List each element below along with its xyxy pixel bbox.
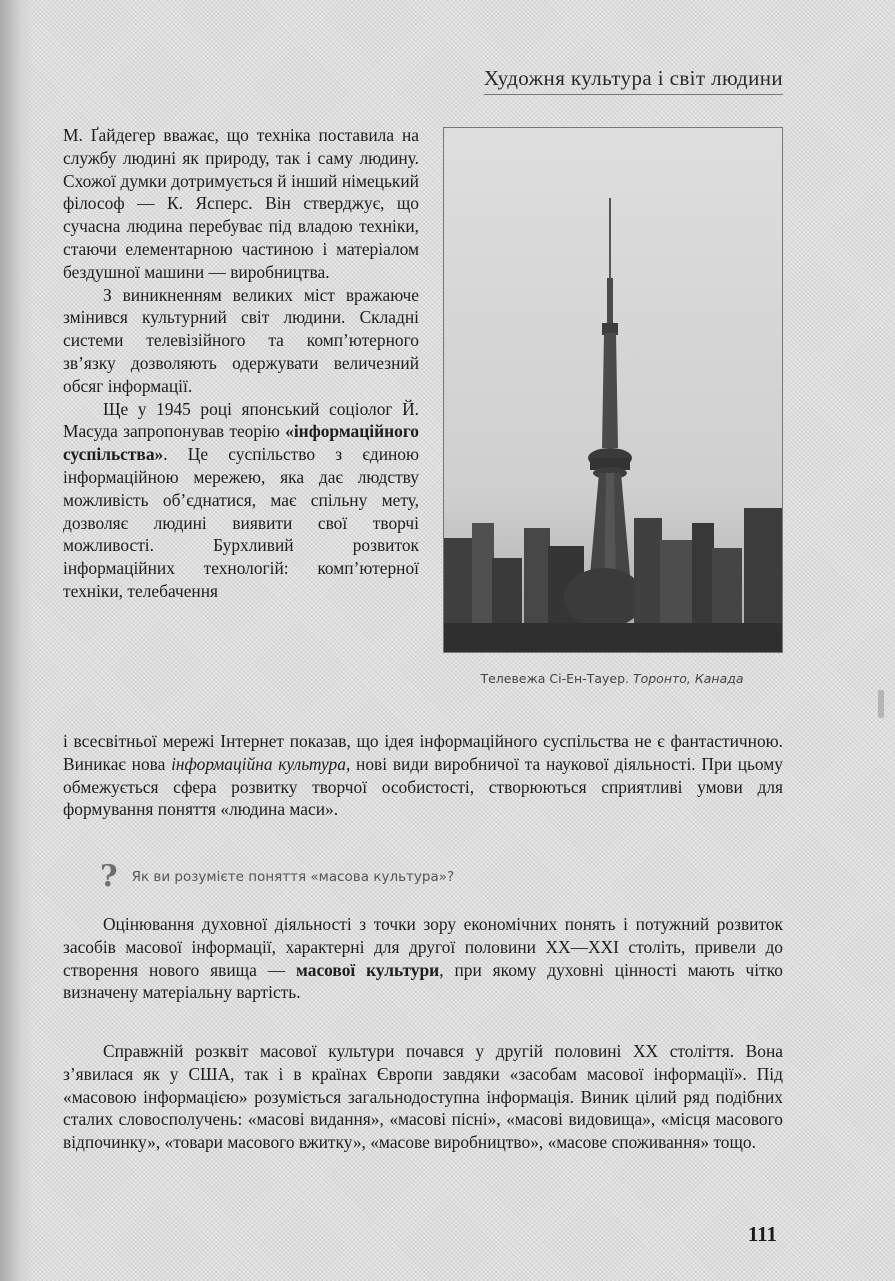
paragraph-big-cities: З виникненням великих міст вражаюче змінився культурний світ людини. Складні системи телевізійного та комп’ютерного зв’язку дозволяють одержувати величезний обсяг інформації. [63,284,419,396]
information-society-term: «інформаційного суспільства» [63,421,419,465]
mass-culture-end: , при якому духовні цінності мають чітко визначену матеріальну вартість. [63,959,783,1003]
continuation-end: , нові види виробничої та наукової діяльності. При цьому обмежується сфера розвитку творчої особистості, створюються сприятливі умови для формування поняття «людина маси». [63,753,783,820]
question-block [100,859,455,894]
running-title: Художня культура і світ людини [484,66,783,95]
paragraph-masuda [63,398,419,603]
caption-name: Телевежа Сі-Ен-Тауер. [480,671,629,686]
question-mark-icon: ? [100,859,118,894]
cn-tower-photo [443,127,783,653]
scan-mark [878,690,884,718]
continuation-start: і всесвітньої мережі Інтернет показав, що ідея інформаційного суспільства не є фантастичною. Виникає нова [63,731,783,774]
paragraph-flourish: Справжній розквіт масової культури почався у другій половині XX століття. Вона з’явилася як у США, так і в країнах Європи завдяки «засобам масової інформації». Під «масовою інформацією» розуміється загальнодоступна інформація. Виник цілий ряд подібних сталих словосполучень: «масові видання», «масові пісні», «масові видовища», «місця масового відпочинку», «товари масового вжитку», «масове виробництво», «масове споживання» тощо. [63,1041,783,1153]
page-edge-shadow [0,0,34,1281]
paragraph-heidegger: М. Ґайдегер вважає, що техніка поставила на службу людині як природу, так і саму людину. Схожої думки дотримується й інший німецький філософ — К. Ясперс. Він стверджує, що сучасна людина перебуває під владою техніки, стаючи елементарною частиною і матеріалом бездушної машини — виробництва. [63,125,419,282]
information-culture-term: інформаційна культура [171,753,346,774]
mass-culture-term: масової культури [296,959,440,980]
caption-location: Торонто, Канада [632,671,744,686]
left-column-text [63,124,419,603]
masuda-text-end: . Це суспільство з єдиною інформаційною мережею, яка дає людству можливість об’єднатися, має спільну мету, дозволяє людині виявити свої творчі можливості. Бурхливий розвиток інформаційних технологій: комп’ютерної техніки, телебачення [63,444,419,601]
question-text: Як ви розумієте поняття «масова культура»? [131,869,455,885]
figure-caption [443,671,781,686]
paragraph-mass-culture [63,913,783,1004]
tower-illustration [444,128,782,652]
paragraph-continuation [63,730,783,821]
mass-culture-start: Оцінювання духовної діяльності з точки зору економічних понять і потужний розвиток засобів масової інформації, характерні для другої половини XX—XXI століть, привели до створення нового явища — [63,914,783,980]
masuda-text-start: Ще у 1945 році японський соціолог Й. Масуда запропонував теорію [63,398,419,442]
page-number: 111 [747,1222,777,1246]
